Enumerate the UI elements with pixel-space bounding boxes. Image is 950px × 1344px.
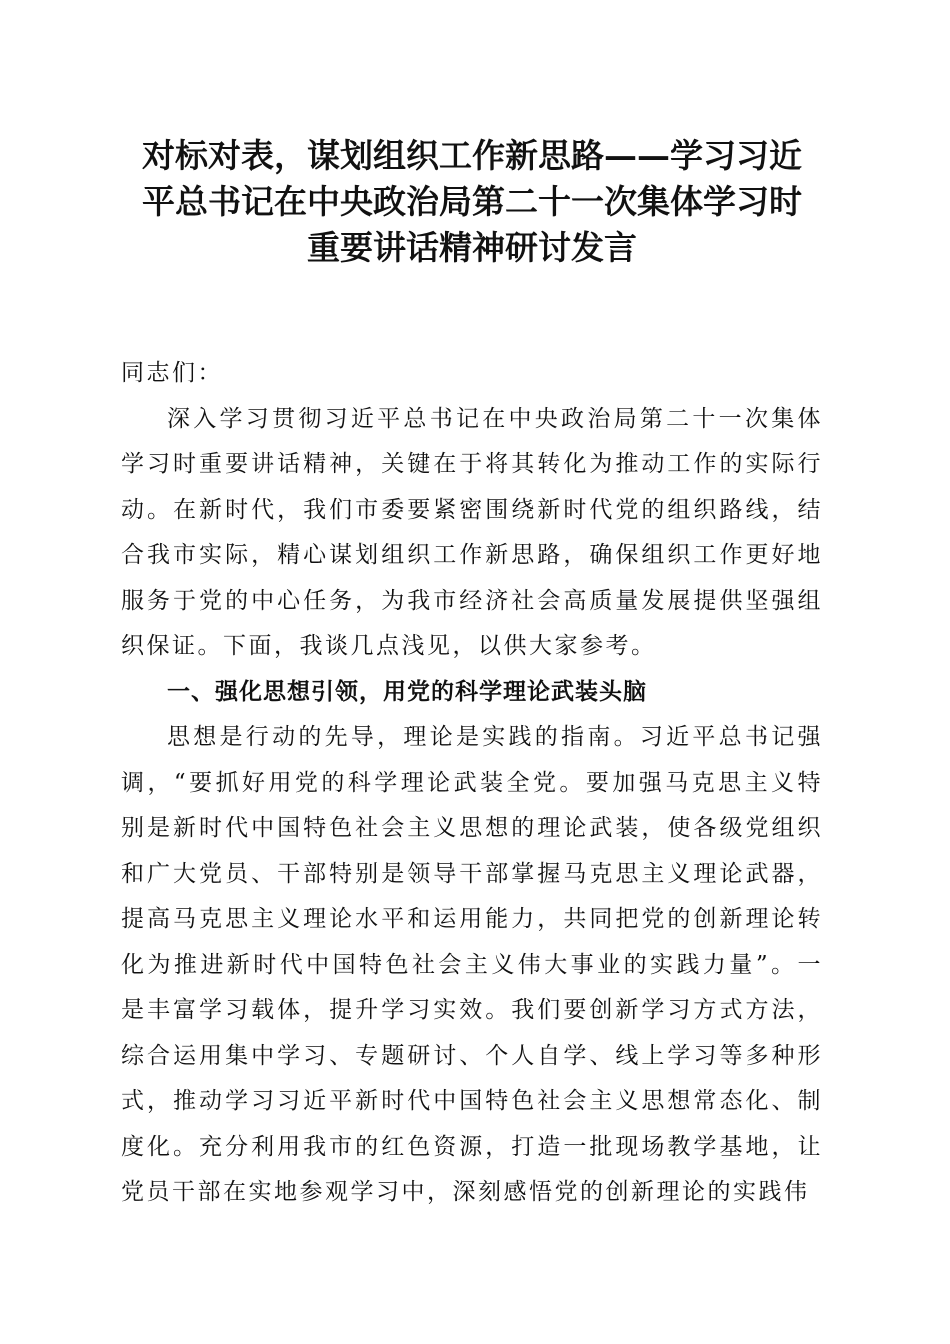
document-title: [121, 133, 823, 271]
document-body: [121, 351, 823, 1216]
salutation: 同志们：: [121, 360, 223, 386]
intro-paragraph: 深入学习贯彻习近平总书记在中央政治局第二十一次集体学习时重要讲话精神，关键在于将其转化为推动工作的实际行动。在新时代，我们市委要紧密围绕新时代党的组织路线，结合我市实际，精心谋划组织工作新思路，确保组织工作更好地服务于党的中心任务，为我市经济社会高质量发展提供坚强组织保证。下面，我谈几点浅见，以供大家参考。: [121, 405, 823, 659]
section-heading: 一、强化思想引领，用党的科学理论武装头脑: [167, 678, 647, 705]
title-line-3: 重要讲话精神研讨发言: [307, 228, 637, 267]
title-line-1: 对标对表，谋划组织工作新思路——学习习近: [142, 136, 802, 175]
title-line-2: 平总书记在中央政治局第二十一次集体学习时: [142, 182, 802, 221]
section-paragraph: 思想是行动的先导，理论是实践的指南。习近平总书记强调，“要抓好用党的科学理论武装全党。要加强马克思主义特别是新时代中国特色社会主义思想的理论武装，使各级党组织和广大党员、干部特别是领导干部掌握马克思主义理论武器，提高马克思主义理论水平和运用能力，共同把党的创新理论转化为推进新时代中国特色社会主义伟大事业的实践力量”。一是丰富学习载体，提升学习实效。我们要创新学习方式方法，综合运用集中学习、专题研讨、个人自学、线上学习等多种形式，推动学习习近平新时代中国特色社会主义思想常态化、制度化。充分利用我市的红色资源，打造一批现场教学基地，让党员干部在实地参观学习中，深刻感悟党的创新理论的实践伟: [121, 724, 823, 1205]
